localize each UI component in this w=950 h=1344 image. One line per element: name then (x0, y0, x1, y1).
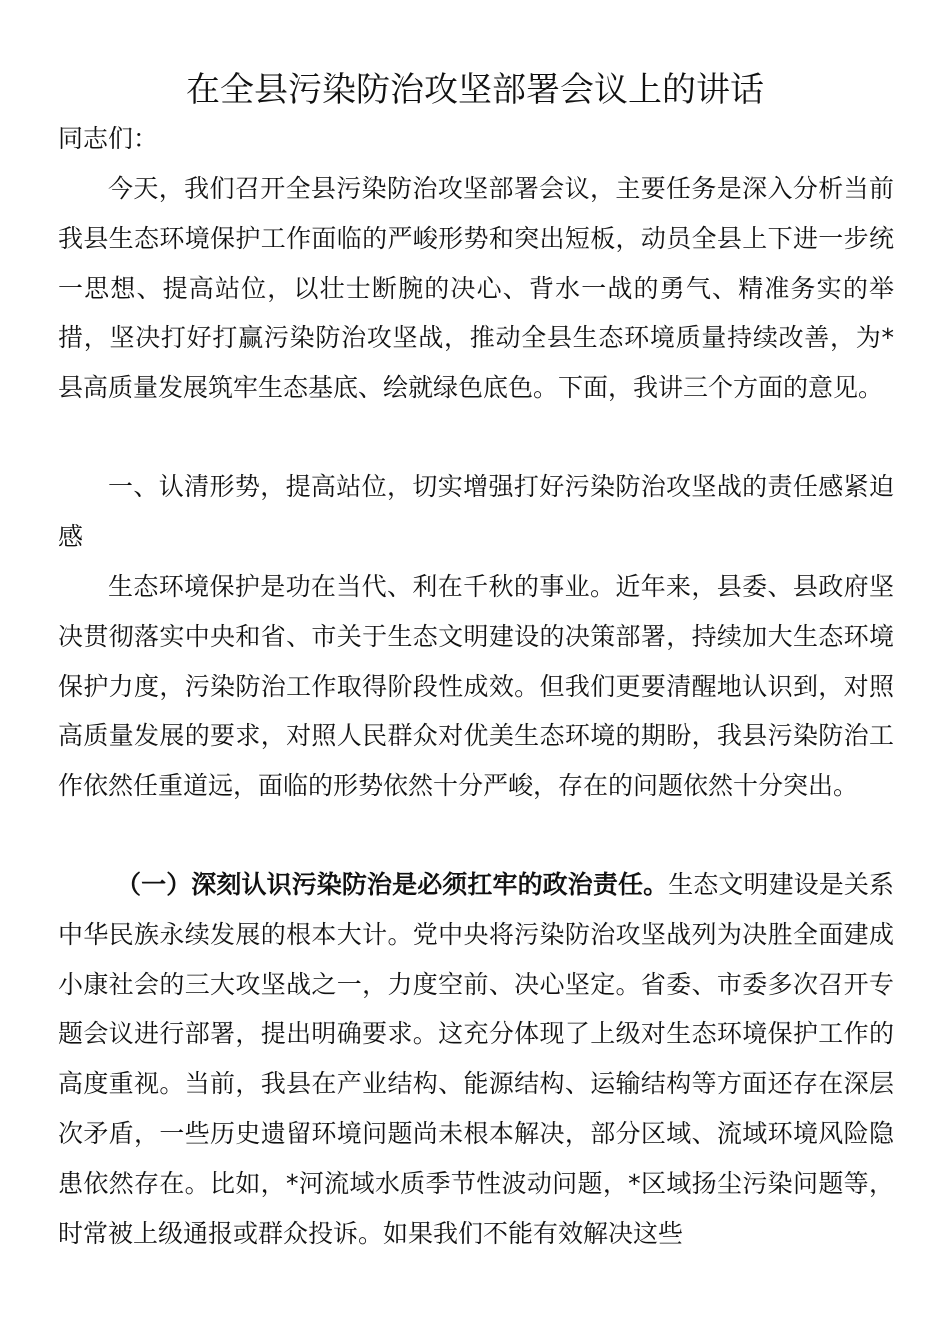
paragraph-political-responsibility (58, 860, 894, 1258)
document-title: 在全县污染防治攻坚部署会议上的讲话 (186, 70, 764, 110)
paragraph-political-responsibility-text: 生态文明建设是关系中华民族永续发展的根本大计。党中央将污染防治攻坚战列为决胜全面建成小康社会的三大攻坚战之一，力度空前、决心坚定。省委、市委多次召开专题会议进行部署，提出明确要求。这充分体现了上级对生态环境保护工作的高度重视。当前，我县在产业结构、能源结构、运输结构等方面还存在深层次矛盾，一些历史遗留环境问题尚未根本解决，部分区域、流域环境风险隐患依然存在。比如，*河流域水质季节性波动问题，*区域扬尘污染问题等，时常被上级通报或群众投诉。如果我们不能有效解决这些 (58, 870, 894, 1248)
paragraph-situation: 生态环境保护是功在当代、利在千秋的事业。近年来，县委、县政府坚决贯彻落实中央和省、市关于生态文明建设的决策部署，持续加大生态环境保护力度，污染防治工作取得阶段性成效。但我们更要清醒地认识到，对照高质量发展的要求，对照人民群众对优美生态环境的期盼，我县污染防治工作依然任重道远，面临的形势依然十分严峻，存在的问题依然十分突出。 (58, 572, 894, 801)
paragraph-intro: 今天，我们召开全县污染防治攻坚部署会议，主要任务是深入分析当前我县生态环境保护工作面临的严峻形势和突出短板，动员全县上下进一步统一思想、提高站位，以壮士断腕的决心、背水一战的勇气、精准务实的举措，坚决打好打赢污染防治攻坚战，推动全县生态环境质量持续改善，为*县高质量发展筑牢生态基底、绘就绿色底色。下面，我讲三个方面的意见。 (58, 174, 894, 403)
section-heading-1: 一、认清形势，提高站位，切实增强打好污染防治攻坚战的责任感紧迫感 (58, 472, 894, 551)
subheading-political-responsibility: （一）深刻认识污染防治是必须扛牢的政治责任。 (116, 870, 669, 899)
salutation: 同志们： (58, 124, 159, 153)
